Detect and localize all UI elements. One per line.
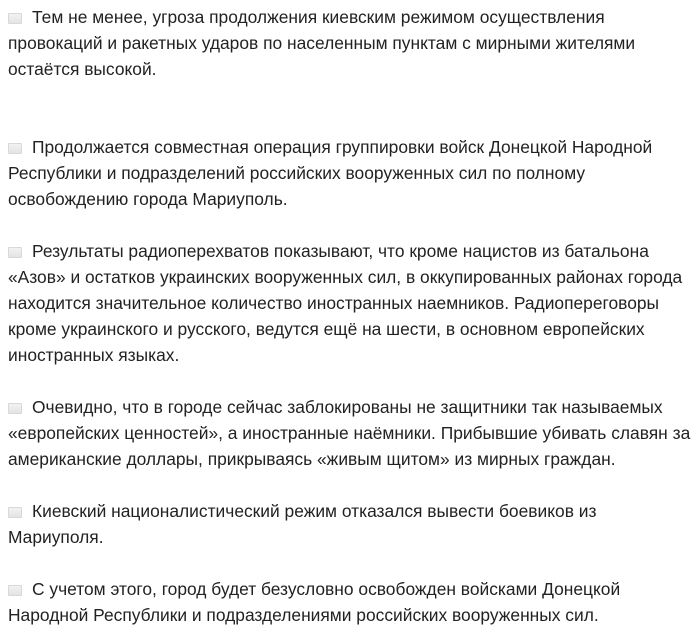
paragraph-5 (8, 498, 692, 550)
white-square-icon (8, 13, 22, 24)
paragraph-text: Очевидно, что в городе сейчас заблокированы не защитники так называемых «европейских ценностей», а иностранные наёмники. Прибывшие убивать славян за американские доллары, прикрываясь «живым щитом» из мирных граждан. (8, 397, 691, 469)
white-square-icon (8, 507, 22, 518)
white-square-icon (8, 403, 22, 414)
white-square-icon (8, 143, 22, 154)
paragraph-text: Продолжается совместная операция группировки войск Донецкой Народной Республики и подразделений российских вооруженных сил по полному освобождению города Мариуполь. (8, 137, 653, 209)
paragraph-text: Тем не менее, угроза продолжения киевским режимом осуществления провокаций и ракетных ударов по населенным пунктам с мирными жителями остаётся высокой. (8, 7, 636, 79)
paragraph-2 (8, 134, 692, 212)
paragraph-text: Результаты радиоперехватов показывают, что кроме нацистов из батальона «Азов» и остатков украинских вооруженных сил, в оккупированных районах города находится значительное количество иностранных наемников. Радиопереговоры кроме украинского и русского, ведутся ещё на шести, в основном европейских иностранных языках. (8, 241, 683, 365)
white-square-icon (8, 247, 22, 258)
paragraph-1 (8, 4, 692, 82)
paragraph-3 (8, 238, 692, 368)
white-square-icon (8, 585, 22, 596)
paragraph-4 (8, 394, 692, 472)
paragraph-6 (8, 576, 692, 628)
paragraph-text: Киевский националистический режим отказался вывести боевиков из Мариуполя. (8, 501, 597, 547)
paragraph-text: С учетом этого, город будет безусловно освобожден войсками Донецкой Народной Республики и подразделениями российских вооруженных сил. (8, 579, 621, 625)
